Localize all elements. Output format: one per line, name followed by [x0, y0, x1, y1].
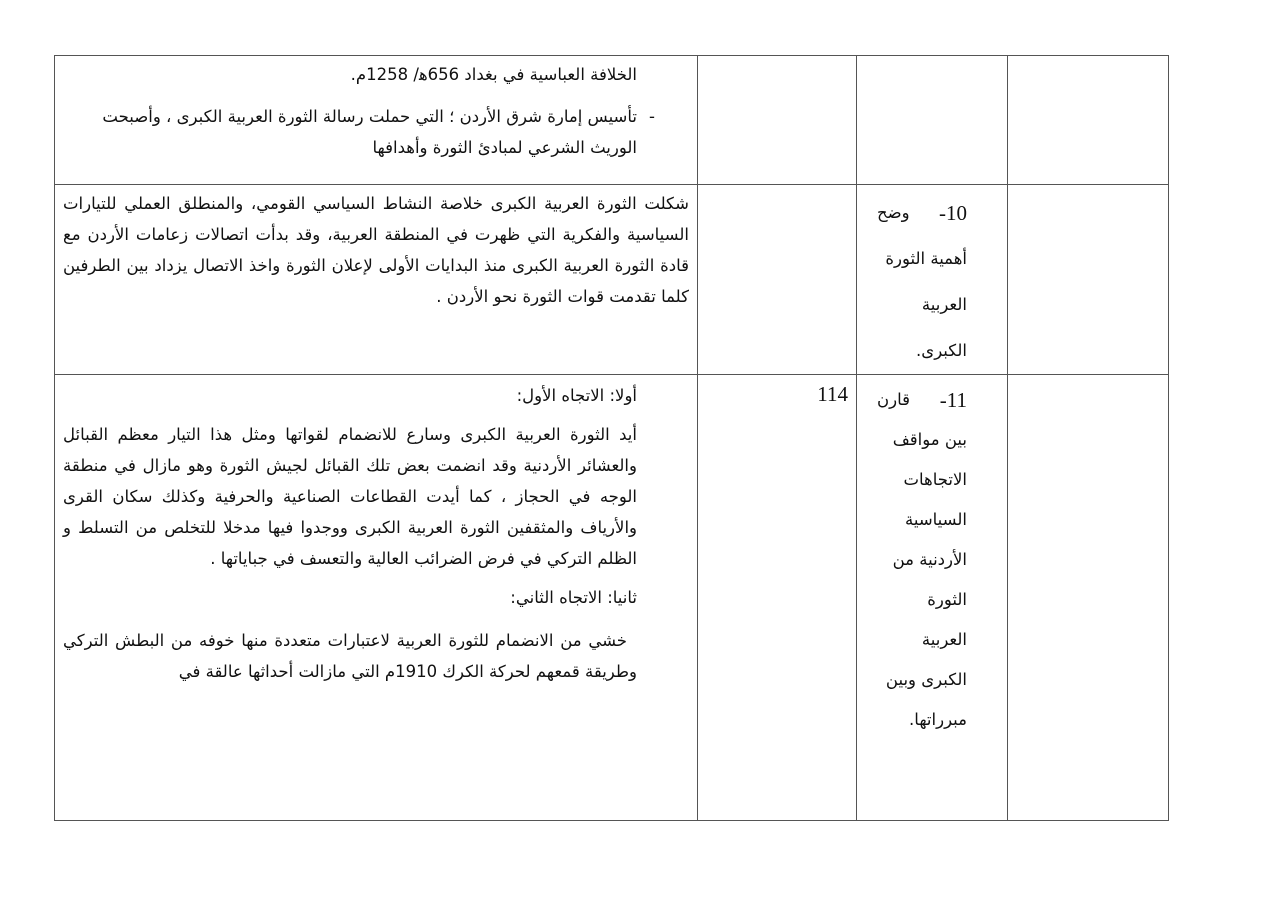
answer-cell [55, 185, 698, 375]
question-verb: وضح [877, 203, 910, 222]
answer-paragraph: خشي من الانضمام للثورة العربية لاعتبارات متعددة منها خوفه من البطش التركي وطريقة قمعهم لحركة الكرك 1910م التي مازالت أحداثها عالقة في [63, 631, 637, 681]
page-cell [698, 375, 857, 821]
question-line: أهمية الثورة [885, 249, 967, 268]
question-line: العربية الكبرى. [916, 295, 967, 360]
question-line: بين مواقف [892, 430, 967, 449]
blank-cell [1008, 375, 1169, 821]
table-row [55, 185, 1169, 375]
question-cell [857, 375, 1008, 821]
question-line: مبرراتها. [909, 710, 967, 729]
answer-cell [55, 375, 698, 821]
blank-cell [1008, 56, 1169, 185]
page-cell [698, 56, 857, 185]
answer-paragraph: أيد الثورة العربية الكبرى وسارع للانضمام لقواتها ومثل هذا التيار معظم القبائل والعشائر الأردنية وقد انضمت بعض تلك القبائل لجيش الثورة وهو مازال في منطقة الوجه في الحجاز ، كما أيدت القطاعات الصناعية والحرفية وكذلك سكان القرى والأرياف والمثقفين الثورة العربية الكبرى ووجدوا فيها مدخلا للتخلص من التسلط و الظلم التركي في فرض الضرائب العالية والتعسف في جباياتها . [63, 425, 637, 568]
blank-cell [1008, 185, 1169, 375]
question-verb: قارن [877, 390, 910, 409]
question-line: السياسية [905, 510, 967, 529]
question-number: 10- [939, 201, 967, 225]
question-line: الثورة العربية [921, 590, 967, 649]
answer-cell [55, 56, 698, 185]
answer-paragraph: شكلت الثورة العربية الكبرى خلاصة النشاط السياسي القومي، والمنطلق العملي للتيارات السياسية والفكرية التي ظهرت في المنطقة العربية، وقد بدأت اتصالات زعامات الأردن مع قادة الثورة العربية الكبرى منذ البدايات الأولى لإعلان الثورة واخذ الاتصال يزداد بين الطرفين كلما تقدمت قوات الثورة نحو الأردن . [63, 194, 689, 306]
section-heading: ثانيا: الاتجاه الثاني: [510, 588, 637, 607]
question-cell [857, 56, 1008, 185]
page-number: 114 [817, 382, 848, 406]
page-cell [698, 185, 857, 375]
bullet-text: تأسيس إمارة شرق الأردن ؛ التي حملت رسالة الثورة العربية الكبرى ، وأصبحت الوريث الشرعي لمبادئ الثورة وأهدافها [102, 107, 637, 157]
bullet-item [85, 101, 655, 163]
question-line: الكبرى وبين [885, 670, 967, 689]
question-line: الاتجاهات [903, 470, 967, 489]
bullet-mark: - [649, 107, 655, 126]
section-heading: أولا: الاتجاه الأول: [516, 386, 637, 405]
answer-line: الخلافة العباسية في بغداد 656ﻫ/ 1258م. [350, 65, 637, 84]
table-row [55, 56, 1169, 185]
question-cell [857, 185, 1008, 375]
answer-key-table [54, 55, 1169, 821]
question-number: 11- [939, 388, 967, 412]
table-row [55, 375, 1169, 821]
question-line: الأردنية من [892, 550, 967, 569]
